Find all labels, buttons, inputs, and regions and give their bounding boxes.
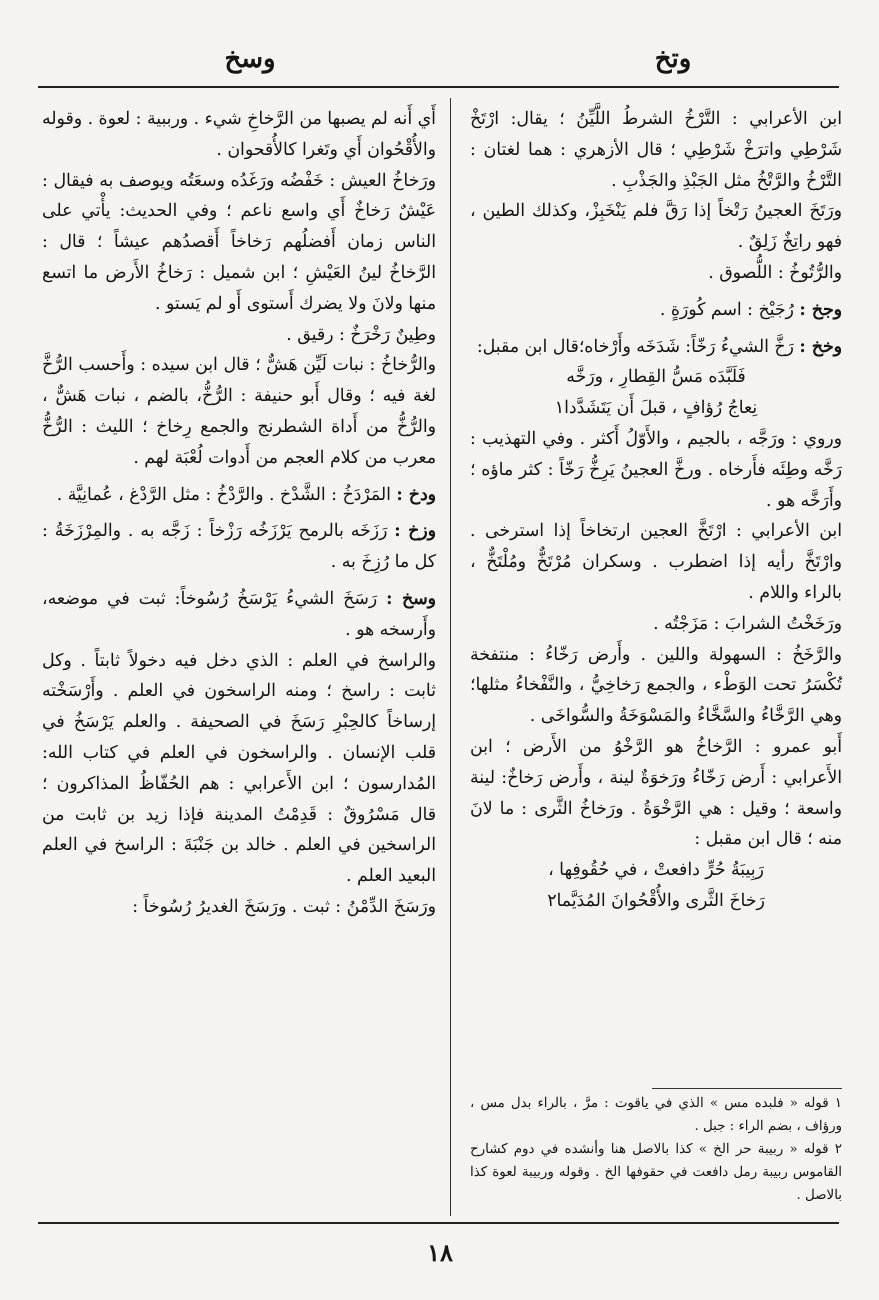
right-column bbox=[470, 104, 842, 917]
entry-body: رَخَّ الشيءُ رَخّاً: شَدَخَه وأَرْخاه؛قال ابن مقبل: bbox=[476, 336, 794, 357]
entry-rkhkh bbox=[470, 332, 842, 363]
entry-body: رَزَخَه بالرمح يَرْزَخُه رَزْخاً : زَجَّه به . والمِرْزَخَةُ : كل ما رُزِخَ به . bbox=[42, 521, 436, 573]
entry-rzkh bbox=[42, 516, 436, 578]
left-column bbox=[42, 104, 436, 923]
entry-headword: وسخ : bbox=[386, 588, 436, 609]
entry-headword: وزخ : bbox=[394, 521, 436, 542]
entry-body: رَسَخَ الشيءُ يَرْسَخُ رُسُوخاً: ثبت في موضعه، وأَرسخه هو . bbox=[42, 588, 436, 640]
footnote: ١ قوله « فلبده مس » الذي في ياقوت : مرَّ ، بالراء بدل مس ، ورؤاف ، بضم الراء : جبل . bbox=[470, 1096, 842, 1134]
entry-rdkh bbox=[42, 480, 436, 511]
verse-line: فَلَبَّدَه مَسُّ القِطارِ ، ورَخَّه bbox=[566, 367, 746, 388]
entry-headword: وجخ : bbox=[799, 299, 842, 320]
page-number: ١٨ bbox=[427, 1238, 453, 1267]
entry-rjkh bbox=[470, 295, 842, 326]
paragraph: وروي : ورَجَّه ، بالجيم ، والأَوّلُ أَكثر . وفي التهذيب : رَخَّه وطِئَه فأَرخاه . ورخَّ العجينُ يَرِخُّ رَخّاً : كثر ماؤه ؛ وأَرَخَّه هو . bbox=[470, 428, 842, 511]
paragraph: والراسخ في العلم : الذي دخل فيه دخولاً ثابتاً . وكل ثابت : راسخ ؛ ومنه الراسخون في العلم . وأَرْسَخْته إرساخاً كالحِبْرِ رَسَخَ في الصحيفة . والعلم يَرْسَخُ في قلب الإنسان . والراسخون في العلم في كتاب الله: المُدارسون ؛ ابن الأَعرابي : هم الحُفّاظُ المذاكرون ؛ قال مَسْرُوقٌ : قَدِمْتُ المدينة فإذا زيد بن ثابت من الراسخين في العلم . خالد بن جَنْبَةَ : الراسخ في العلم البعيد العلم . bbox=[42, 650, 436, 887]
paragraph: ورَتَخَ العجينُ رَتْخاً إذا رَقَّ فلم يَنْخَبِزْ، وكذلك الطين ، فهو راتِخٌ زَلِقٌ . bbox=[470, 201, 842, 253]
running-header-left: وسخ bbox=[224, 44, 276, 74]
column-divider bbox=[450, 98, 451, 1216]
paragraph: ابن الأعرابي : ارْتَخَّ العجين ارتخاخاً إذا استرخى . وارْتَخَّ رأيه إذا اضطرب . وسكران مُرْتَخٌّ ومُلْتَخٌّ ، بالراء واللام . bbox=[470, 521, 842, 603]
paragraph: وطِينٌ رَخْرَخٌ : رقيق . bbox=[286, 324, 436, 345]
entry-rskh bbox=[42, 584, 436, 646]
footer-rule bbox=[38, 1222, 839, 1224]
paragraph: أَبو عمرو : الرَّخاخُ هو الرَّخْوُ من الأَرض ؛ ابن الأَعرابي : أَرض رَخّاءُ ورَخوَةٌ لينة ، وأَرض رَخاخٌ: لينة واسعة ؛ وقيل : هي الرَّخْوَةُ . ورَخاخُ الثَّرى : ما لانَ منه ؛ قال ابن مقبل : bbox=[470, 736, 842, 850]
verse-line: رَبِيبَةُ حُرٍّ دافعتْ ، في حُقُوفِها ، bbox=[548, 860, 764, 881]
paragraph: والرُّتُوخُ : اللُّصوق . bbox=[708, 262, 842, 283]
verse-line: رَخاخَ الثَّرى والأُقْحُوانَ المُدَيَّما٢ bbox=[547, 890, 765, 911]
entry-headword: ودخ : bbox=[396, 484, 436, 505]
entry-headword: وخخ : bbox=[799, 336, 842, 357]
paragraph: أَي أَنه لم يصبها من الرَّخاخِ شيء . ورببية : لعوة . وقوله والأُقْحُوان أَي وتَغرا كالأُقحوان . bbox=[42, 109, 436, 160]
paragraph: ورَخاخُ العيش : خَفْضُه ورَغَدُه وسعَتُه ويوصف به فيقال : عَيْشٌ رَخاخٌ أَي واسع ناعم ؛ وفي الحديث: يأْتي على الناس زمان أَفضلُهم رَخاخاً أَقصدُهم عيشاً ؛ قال : الرَّخاخُ لينُ العَيْشِ ؛ ابن شميل : رَخاخُ الأَرض ما اتسع منها ولانَ ولا يضرك أَستوى أَو لم يَستو . bbox=[42, 170, 436, 314]
paragraph: والرَّخَخُ : السهولة واللين . وأَرض رَخّاءُ : منتفخة تُكْسَرُ تحت الوَطْء ، والجمع رَخاخِيُّ ، والنَّفْخاءُ مثلها؛ وهي الرَّخَّاءُ والسَّخَّاءُ والمَسْوَخَةُ والسُّواخَى . bbox=[470, 644, 842, 727]
entry-body: المَرْدَخُ : الشَّدْخ . والرَّدْخُ : مثل الرَّدْغ ، عُمانِيَّة . bbox=[56, 484, 391, 505]
header-rule bbox=[38, 86, 839, 88]
footnote-rule bbox=[652, 1088, 842, 1089]
paragraph: ابن الأعرابي : التَّرْخُ الشرطُ اللَّيِّنُ ؛ يقال: ارْتَخْ شَرْطِي واترَخْ شَرْطِي ؛ قال الأزهري : هما لغتان : التَّرْخُ والرَّتْخُ مثل الجَبْذِ والجَذْبِ . bbox=[470, 109, 842, 191]
paragraph: ورَخَخْتُ الشرابَ : مَزَجْتُه . bbox=[653, 613, 842, 634]
footnotes bbox=[470, 1092, 842, 1207]
paragraph: ورَسَخَ الدِّمْنُ : ثبت . ورَسَخَ الغديرُ رُسُوخاً : bbox=[132, 896, 436, 917]
verse-line: نِعاجُ رُؤافٍ ، قبلَ أَن يَتَشَدَّدا١ bbox=[554, 398, 758, 419]
running-header-right: وتخ bbox=[654, 44, 692, 74]
paragraph: والرُّخاخُ : نبات لَيِّن هَشٌّ ؛ قال ابن سيده : وأَحسب الرُّخَّ لغة فيه ؛ وقال أَبو حنيفة : الرُّخُّ، بالضم ، نبات هَشٌّ ، والرُّخُّ من أَداة الشطرنج والجمع رِخاخ ؛ الليث : الرُّخُّ معرب من كلام العجم من أَدوات لُعْبَة لهم . bbox=[42, 355, 436, 468]
footnote: ٢ قوله « ربيبة حر الخ » كذا بالاصل هنا وأنشده في دوم كشارح القاموس ربيبة رمل دافعت في حقوفها الخ . وقوله وربيبة لعوة كذا بالاصل . bbox=[470, 1142, 842, 1203]
entry-body: رُجَيْخ : اسم كُورَةٍ . bbox=[659, 299, 794, 320]
